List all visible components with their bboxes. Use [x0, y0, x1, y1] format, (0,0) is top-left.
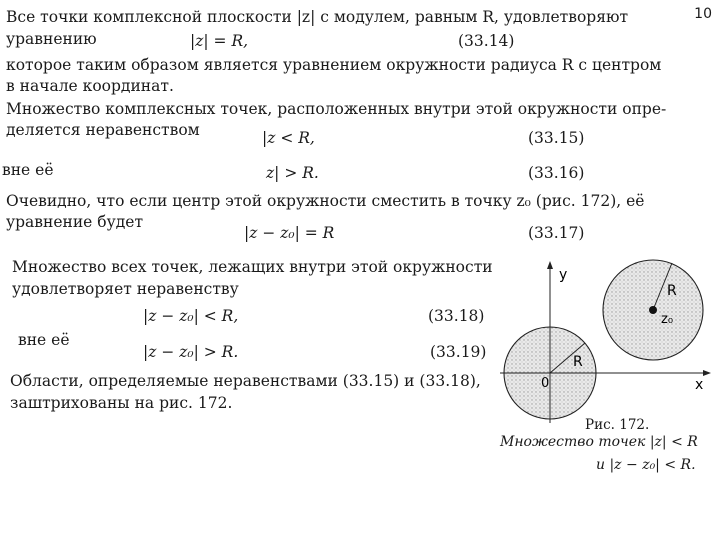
- equation-33-14: |z| = R,: [190, 32, 249, 50]
- text-line-1: Все точки комплексной плоскости |z| с модулем, равным R, удовлетворяют: [6, 8, 629, 26]
- figure-172: [495, 255, 715, 425]
- equation-number-33-19: (33.19): [430, 343, 487, 361]
- slide-number: 10: [694, 6, 712, 22]
- y-axis-arrow: [547, 261, 553, 269]
- text-line-9: уравнение будет: [6, 213, 144, 231]
- equation-number-33-18: (33.18): [428, 307, 485, 325]
- radius-label-small: R: [573, 354, 583, 370]
- equation-33-15: |z < R,: [262, 129, 315, 147]
- text-line-14: заштрихованы на рис. 172.: [10, 394, 233, 412]
- text-line-10: Множество всех точек, лежащих внутри этой окружности: [12, 258, 493, 276]
- text-line-5: Множество комплексных точек, расположенных внутри этой окружности опре-: [6, 100, 667, 118]
- y-label: y: [559, 267, 568, 283]
- equation-number-33-15: (33.15): [528, 129, 585, 147]
- equation-33-18: |z − z₀| < R,: [143, 307, 239, 325]
- text-line-7: вне её: [2, 161, 54, 179]
- equation-33-17: |z − z₀| = R: [244, 224, 335, 242]
- figure-caption-line-2: и |z − z₀| < R.: [596, 457, 696, 473]
- figure-caption-line-1: Множество точек |z| < R: [500, 434, 698, 450]
- x-label: x: [695, 377, 704, 393]
- figure-caption-number: Рис. 172.: [585, 417, 650, 433]
- equation-number-33-16: (33.16): [528, 164, 585, 182]
- radius-label-big: R: [667, 283, 677, 299]
- text-line-12: вне её: [18, 331, 70, 349]
- equation-number-33-14: (33.14): [458, 32, 515, 50]
- z0-point: [649, 306, 657, 314]
- equation-33-19: |z − z₀| > R.: [143, 343, 239, 361]
- equation-33-16: z| > R.: [266, 164, 319, 182]
- text-line-3: которое таким образом является уравнением окружности радиуса R с центром: [6, 56, 662, 74]
- text-line-2: уравнению: [6, 30, 97, 48]
- text-line-11: удовлетворяет неравенству: [12, 280, 239, 298]
- z0-label: z₀: [661, 312, 674, 327]
- text-line-8: Очевидно, что если центр этой окружности сместить в точку z₀ (рис. 172), её: [6, 192, 645, 210]
- text-line-13: Области, определяемые неравенствами (33.15) и (33.18),: [10, 372, 481, 390]
- origin-label: 0: [541, 376, 550, 391]
- text-line-6: деляется неравенством: [6, 121, 200, 139]
- x-axis-arrow: [703, 370, 711, 376]
- text-line-4: в начале координат.: [6, 77, 174, 95]
- equation-number-33-17: (33.17): [528, 224, 585, 242]
